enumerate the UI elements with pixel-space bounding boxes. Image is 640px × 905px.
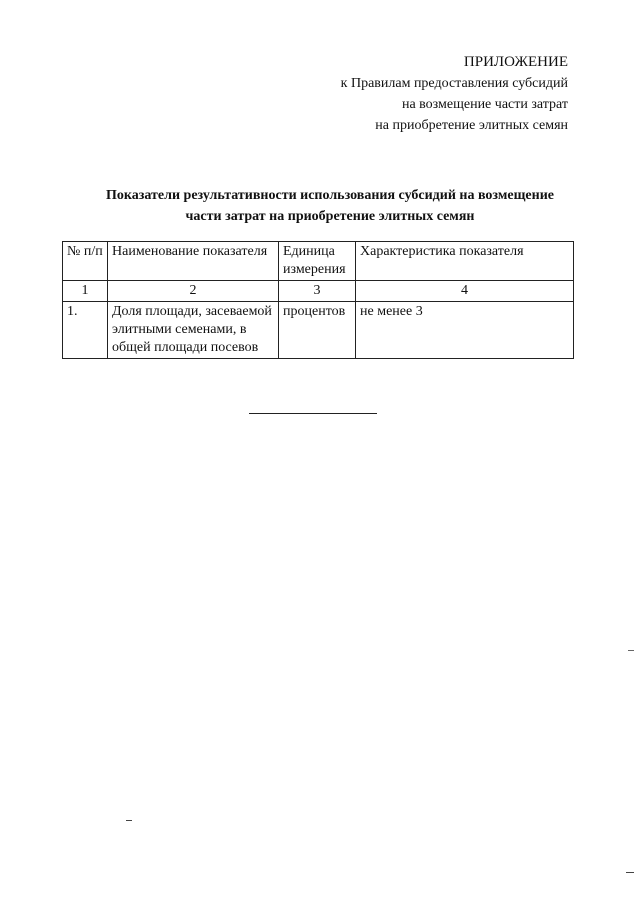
appendix-heading: ПРИЛОЖЕНИЕ: [463, 54, 568, 70]
appendix-line: на приобретение элитных семян: [375, 118, 568, 133]
appendix-block: [341, 52, 568, 136]
header-cell-characteristic: Характеристика показателя: [356, 242, 574, 281]
table-row: [63, 302, 574, 359]
closing-rule: [249, 413, 377, 414]
header-cell-number: № п/п: [63, 242, 108, 281]
table-header-row: [63, 242, 574, 281]
row-number: 1.: [63, 302, 108, 359]
document-title: [60, 185, 600, 227]
row-unit: процентов: [279, 302, 356, 359]
row-indicator-name: Доля площади, засеваемой элитными семенами, в общей площади посевов: [108, 302, 279, 359]
numbering-cell: 1: [63, 281, 108, 302]
title-line-1: Показатели результативности использования субсидий на возмещение: [106, 188, 554, 203]
row-value: не менее 3: [356, 302, 574, 359]
appendix-line: к Правилам предоставления субсидий: [340, 76, 568, 91]
scan-mark: [628, 650, 634, 651]
appendix-line: на возмещение части затрат: [401, 97, 568, 112]
title-line-2: части затрат на приобретение элитных семян: [185, 209, 475, 224]
header-cell-unit: Единица измерения: [279, 242, 356, 281]
numbering-cell: 3: [279, 281, 356, 302]
table-numbering-row: [63, 281, 574, 302]
scan-mark: [626, 872, 634, 873]
indicators-table: [62, 241, 574, 359]
numbering-cell: 2: [108, 281, 279, 302]
scan-mark: [126, 820, 132, 821]
numbering-cell: 4: [356, 281, 574, 302]
header-cell-name: Наименование показателя: [108, 242, 279, 281]
